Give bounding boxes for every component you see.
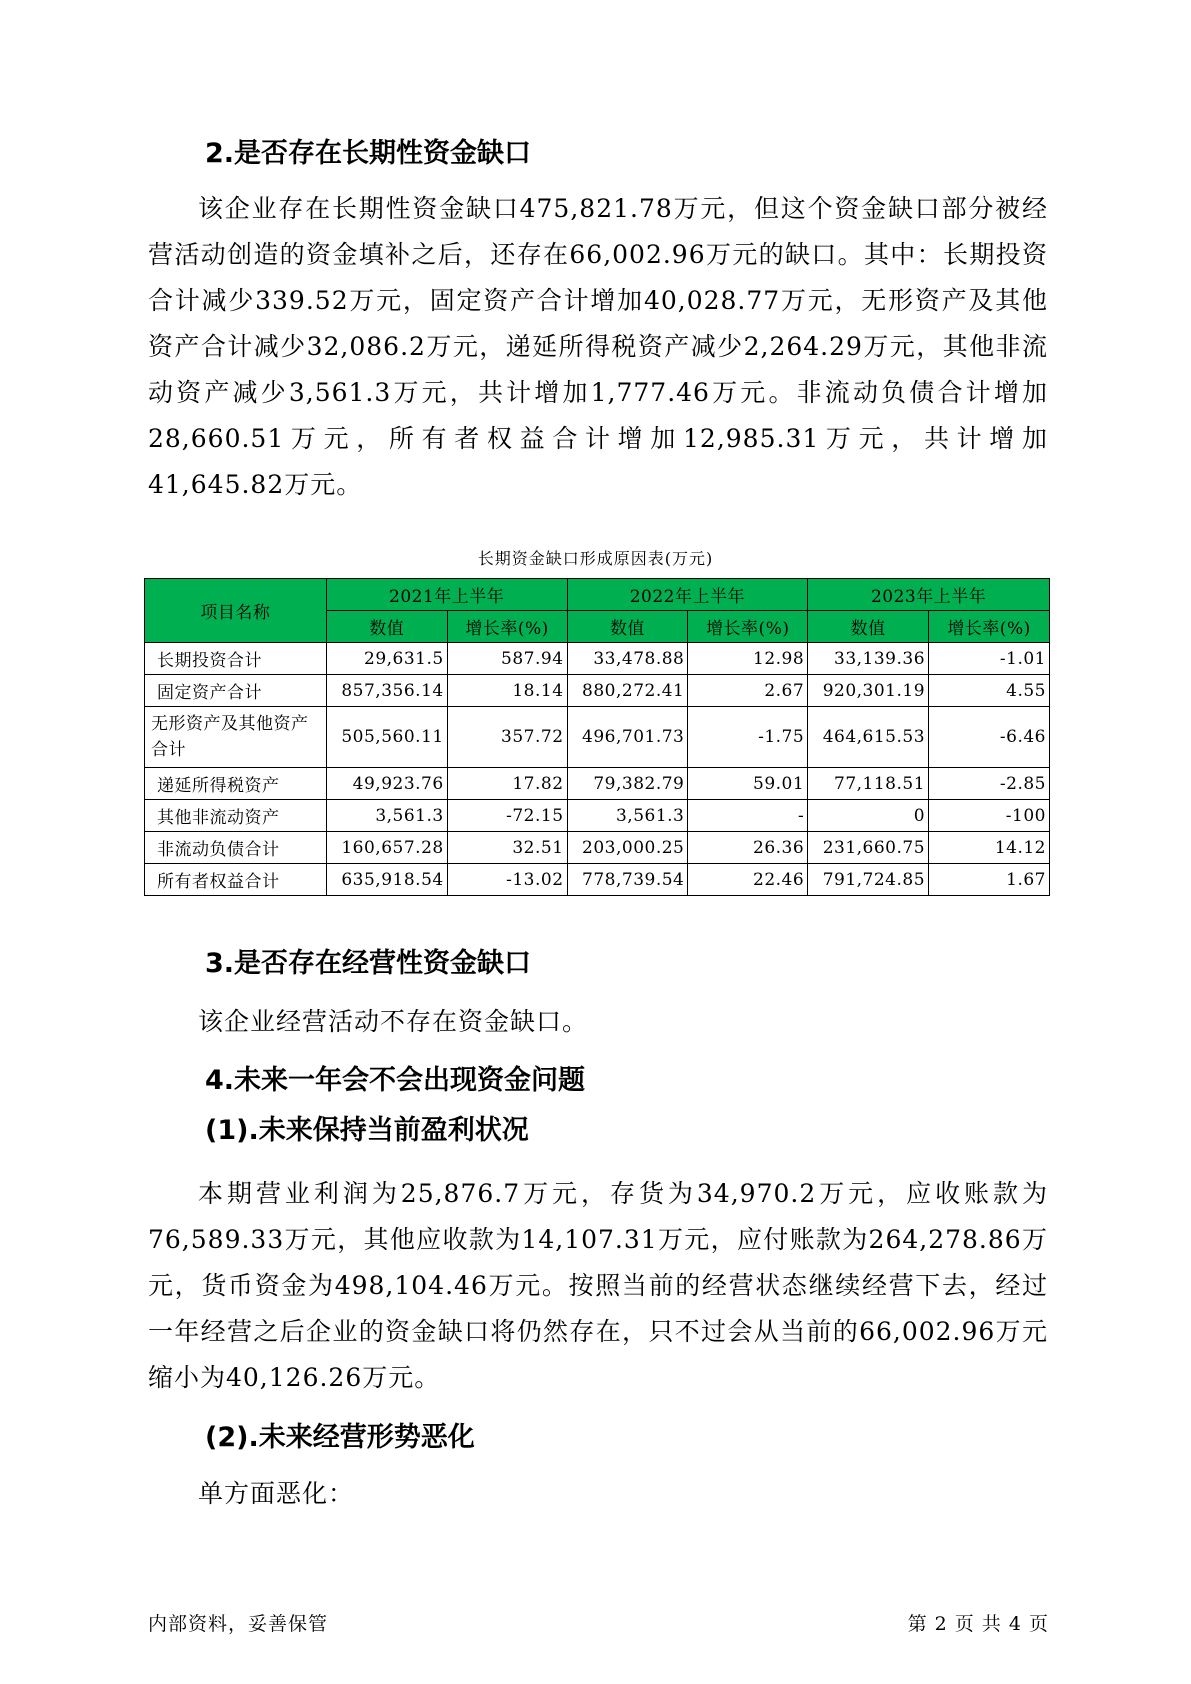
table-row bbox=[145, 832, 1050, 864]
cell-value: 77,118.51 bbox=[808, 768, 929, 800]
cell-value: 505,560.11 bbox=[326, 707, 447, 768]
table-row bbox=[145, 800, 1050, 832]
cell-growth: -13.02 bbox=[447, 864, 567, 896]
cell-growth: 1.67 bbox=[929, 864, 1050, 896]
row-name: 其他非流动资产 bbox=[145, 800, 327, 832]
header-growth: 增长率(%) bbox=[929, 611, 1050, 643]
table-row bbox=[145, 864, 1050, 896]
cell-value: 791,724.85 bbox=[808, 864, 929, 896]
subsection-2-body: 单方面恶化： bbox=[198, 1479, 355, 1508]
header-period-2022: 2022年上半年 bbox=[567, 579, 808, 611]
header-period-2021: 2021年上半年 bbox=[326, 579, 567, 611]
cell-growth: 12.98 bbox=[688, 643, 808, 675]
header-growth: 增长率(%) bbox=[688, 611, 808, 643]
cell-value: 49,923.76 bbox=[326, 768, 447, 800]
row-name: 长期投资合计 bbox=[145, 643, 327, 675]
footer-page-number: 第 2 页 共 4 页 bbox=[907, 1613, 1049, 1635]
cell-growth: 26.36 bbox=[688, 832, 808, 864]
header-value: 数值 bbox=[326, 611, 447, 643]
cell-growth: 14.12 bbox=[929, 832, 1050, 864]
cell-growth: -72.15 bbox=[447, 800, 567, 832]
cell-value: 3,561.3 bbox=[326, 800, 447, 832]
cell-value: 33,139.36 bbox=[808, 643, 929, 675]
cell-growth: 17.82 bbox=[447, 768, 567, 800]
subsection-1-body: 本期营业利润为25,876.7万元，存货为34,970.2万元，应收账款为76,589.33万元，其他应收款为14,107.31万元，应付账款为264,278.86万元，货币资金为498,104.46万元。按照当前的经营状态继续经营下去，经过一年经营之后企业的资金缺口将仍然存在，只不过会从当前的66,002.96万元缩小为40,126.26万元。 bbox=[148, 1179, 1048, 1392]
table-row bbox=[145, 643, 1050, 675]
cell-growth: 2.67 bbox=[688, 675, 808, 707]
cell-value: 203,000.25 bbox=[567, 832, 688, 864]
cell-growth: 4.55 bbox=[929, 675, 1050, 707]
header-growth: 增长率(%) bbox=[447, 611, 567, 643]
cell-value: 920,301.19 bbox=[808, 675, 929, 707]
cell-growth: 357.72 bbox=[447, 707, 567, 768]
cell-growth: 32.51 bbox=[447, 832, 567, 864]
cell-value: 160,657.28 bbox=[326, 832, 447, 864]
cell-value: 496,701.73 bbox=[567, 707, 688, 768]
section-2-body: 该企业存在长期性资金缺口475,821.78万元，但这个资金缺口部分被经营活动创造的资金填补之后，还存在66,002.96万元的缺口。其中：长期投资合计减少339.52万元，固定资产合计增加40,028.77万元，无形资产及其他资产合计减少32,086.2万元，递延所得税资产减少2,264.29万元，其他非流动资产减少3,561.3万元，共计增加1,777.46万元。非流动负债合计增加28,660.51万元，所有者权益合计增加12,985.31万元，共计增加41,645.82万元。 bbox=[148, 194, 1048, 499]
long-term-funding-gap-table bbox=[144, 578, 1050, 896]
cell-value: 464,615.53 bbox=[808, 707, 929, 768]
header-value: 数值 bbox=[567, 611, 688, 643]
cell-growth: 22.46 bbox=[688, 864, 808, 896]
subsection-1-heading: (1).未来保持当前盈利状况 bbox=[205, 1115, 529, 1146]
footer-confidential-note: 内部资料，妥善保管 bbox=[148, 1613, 329, 1635]
cell-growth: - bbox=[688, 800, 808, 832]
header-value: 数值 bbox=[808, 611, 929, 643]
cell-value: 0 bbox=[808, 800, 929, 832]
header-item-name: 项目名称 bbox=[145, 579, 327, 643]
cell-growth: 587.94 bbox=[447, 643, 567, 675]
cell-value: 857,356.14 bbox=[326, 675, 447, 707]
cell-growth: -2.85 bbox=[929, 768, 1050, 800]
cell-value: 3,561.3 bbox=[567, 800, 688, 832]
cell-value: 29,631.5 bbox=[326, 643, 447, 675]
header-period-2023: 2023年上半年 bbox=[808, 579, 1050, 611]
table-row bbox=[145, 707, 1050, 768]
section-3-heading: 3.是否存在经营性资金缺口 bbox=[205, 948, 532, 979]
cell-value: 778,739.54 bbox=[567, 864, 688, 896]
row-name: 所有者权益合计 bbox=[145, 864, 327, 896]
cell-growth: -1.75 bbox=[688, 707, 808, 768]
table-row bbox=[145, 768, 1050, 800]
table-caption: 长期资金缺口形成原因表(万元) bbox=[477, 549, 714, 568]
section-3-body: 该企业经营活动不存在资金缺口。 bbox=[198, 1007, 589, 1036]
cell-value: 231,660.75 bbox=[808, 832, 929, 864]
cell-value: 33,478.88 bbox=[567, 643, 688, 675]
section-2-heading: 2.是否存在长期性资金缺口 bbox=[205, 138, 532, 169]
cell-growth: -6.46 bbox=[929, 707, 1050, 768]
row-name: 非流动负债合计 bbox=[145, 832, 327, 864]
cell-value: 79,382.79 bbox=[567, 768, 688, 800]
row-name: 无形资产及其他资产合计 bbox=[145, 707, 327, 768]
row-name: 递延所得税资产 bbox=[145, 768, 327, 800]
section-4-heading: 4.未来一年会不会出现资金问题 bbox=[205, 1065, 586, 1096]
subsection-2-heading: (2).未来经营形势恶化 bbox=[205, 1422, 475, 1453]
cell-value: 880,272.41 bbox=[567, 675, 688, 707]
cell-growth: -100 bbox=[929, 800, 1050, 832]
cell-growth: -1.01 bbox=[929, 643, 1050, 675]
row-name: 固定资产合计 bbox=[145, 675, 327, 707]
table-row bbox=[145, 675, 1050, 707]
cell-value: 635,918.54 bbox=[326, 864, 447, 896]
cell-growth: 18.14 bbox=[447, 675, 567, 707]
cell-growth: 59.01 bbox=[688, 768, 808, 800]
